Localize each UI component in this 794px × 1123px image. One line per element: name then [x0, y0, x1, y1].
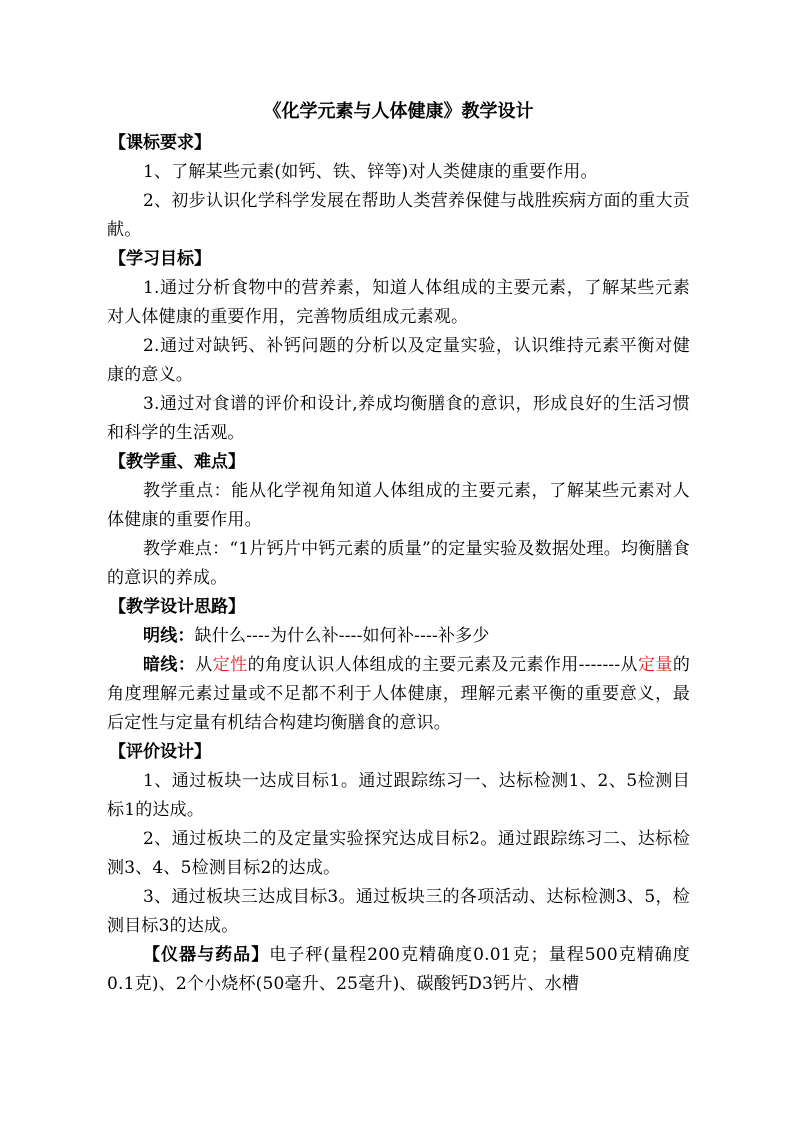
document-page [107, 99, 690, 999]
dark-line-label: 暗线： [143, 655, 196, 675]
dark-line-quantitative: 定量 [637, 655, 673, 675]
curriculum-item-1: 1、了解某些元素(如钙、铁、锌等)对人类健康的重要作用。 [143, 162, 598, 182]
dark-line-text-3: 的角度理解元素过量或不足都不利于人体健康，理解元素平衡的重要意义，最后定性与定量有机结合构建均衡膳食的意识。 [107, 655, 691, 733]
keypoint-difficulty: 教学难点：“1片钙片中钙元素的质量”的定量实验及数据处理。均衡膳食的意识的养成。 [107, 539, 690, 588]
evaluation-item-2: 2、通过板块二的及定量实验探究达成目标2。通过跟踪练习二、达标检测3、4、5检测目标2的达成。 [107, 829, 690, 878]
design-bright-line [107, 622, 690, 651]
heading-evaluation: 【评价设计】 [109, 742, 211, 762]
dark-line-qualitative: 定性 [212, 655, 248, 675]
materials-paragraph [107, 941, 690, 999]
heading-goals: 【学习目标】 [109, 249, 211, 269]
bright-line-text: 缺什么----为什么补----如何补----补多少 [194, 626, 490, 646]
curriculum-item-2: 2、初步认识化学科学发展在帮助人类营养保健与战胜疾病方面的重大贡献。 [107, 191, 690, 240]
heading-design: 【教学设计思路】 [109, 597, 245, 617]
dark-line-text-1: 从 [195, 655, 213, 675]
heading-materials: 【仪器与药品】 [143, 945, 270, 965]
materials-text: 电子秤(量程200克精确度0.01克；量程500克精确度0.1克)、2个小烧杯(50毫升、25毫升)、碳酸钙D3钙片、水槽 [107, 945, 690, 994]
heading-curriculum: 【课标要求】 [109, 133, 211, 153]
goal-item-1: 1.通过分析食物中的营养素，知道人体组成的主要元素，了解某些元素对人体健康的重要作用，完善物质组成元素观。 [107, 278, 690, 327]
evaluation-item-1: 1、通过板块一达成目标1。通过跟踪练习一、达标检测1、2、5检测目标1的达成。 [107, 771, 690, 820]
goal-item-3: 3.通过对食谱的评价和设计,养成均衡膳食的意识，形成良好的生活习惯和科学的生活观。 [107, 394, 690, 443]
heading-keypoints: 【教学重、难点】 [109, 452, 245, 472]
document-title: 《化学元素与人体健康》教学设计 [263, 101, 534, 122]
evaluation-item-3: 3、通过板块三达成目标3。通过板块三的各项活动、达标检测3、5，检测目标3的达成。 [107, 887, 690, 936]
keypoint-focus: 教学重点：能从化学视角知道人体组成的主要元素，了解某些元素对人体健康的重要作用。 [107, 481, 690, 530]
goal-item-2: 2.通过对缺钙、补钙问题的分析以及定量实验，认识维持元素平衡对健康的意义。 [107, 336, 690, 385]
design-dark-line [107, 651, 690, 738]
dark-line-text-2: 的角度认识人体组成的主要元素及元素作用-------从 [247, 655, 638, 675]
bright-line-label: 明线： [143, 626, 195, 646]
